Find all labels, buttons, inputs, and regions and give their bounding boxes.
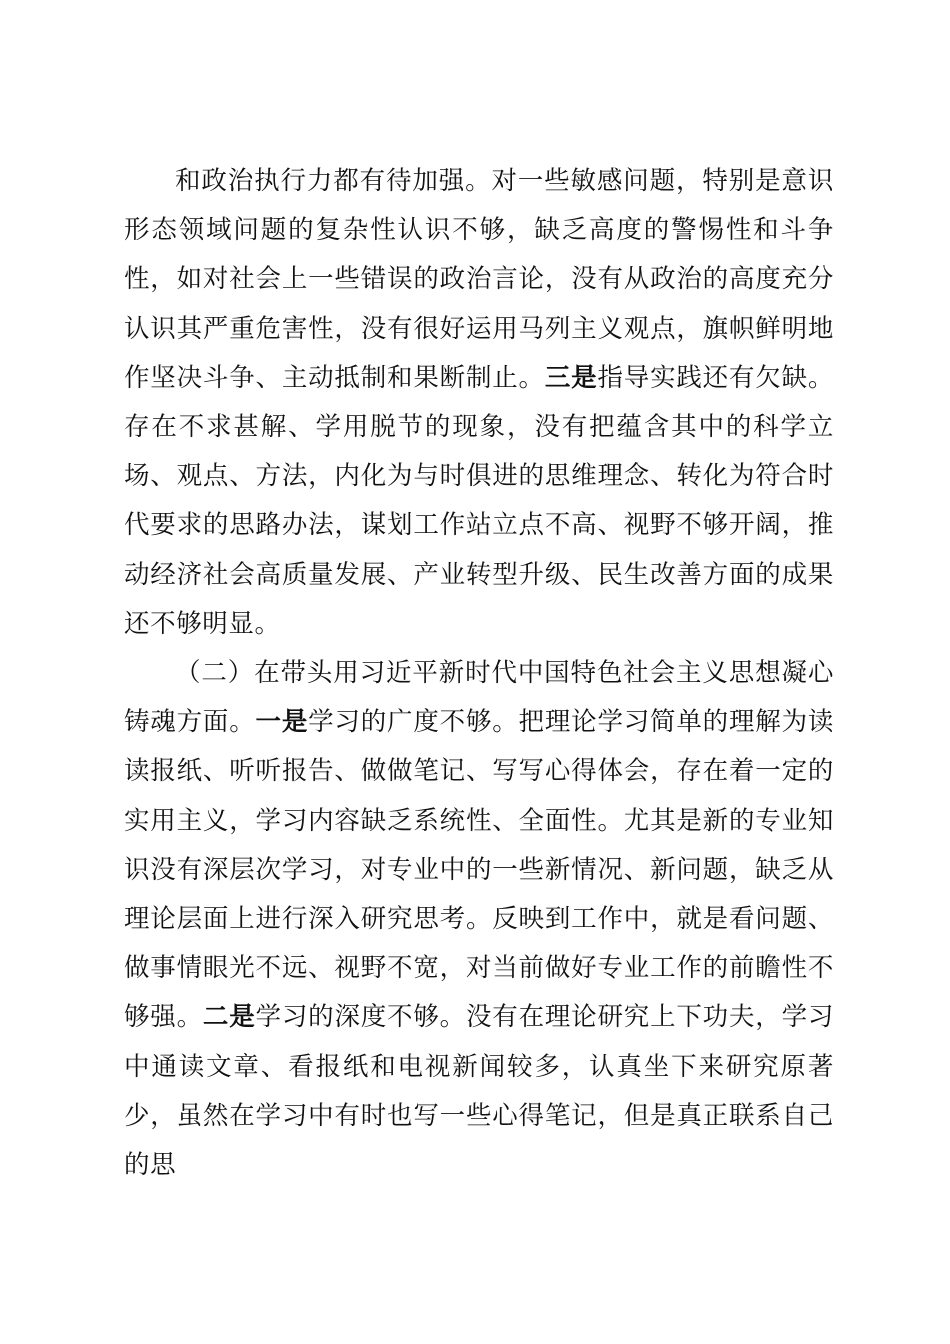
paragraph-continuation [124,157,834,649]
emphasis-label: 一是 [255,707,309,738]
section-paragraph [124,649,834,1190]
paragraph-text: 学习的深度不够。没有在理论研究上下功夫，学习中通读文章、看报纸和电视新闻较多，认真坐下来研究原著少，虽然在学习中有时也写一些心得笔记，但是真正联系自己的思 [124,1002,834,1181]
paragraph-text: 和政治执行力都有待加强。对一些敏感问题，特别是意识形态领域问题的复杂性认识不够，缺乏高度的警惕性和斗争性，如对社会上一些错误的政治言论，没有从政治的高度充分认识其严重危害性，没有很好运用马列主义观点，旗帜鲜明地作坚决斗争、主动抵制和果断制止。 [124,166,834,393]
section-heading: （二）在带头用习近平新时代中国特色社会主义思想凝心铸魂方面。 [124,658,834,738]
paragraph-text: 学习的广度不够。把理论学习简单的理解为读读报纸、听听报告、做做笔记、写写心得体会，存在着一定的实用主义，学习内容缺乏系统性、全面性。尤其是新的专业知识没有深层次学习，对专业中的一些新情况、新问题，缺乏从理论层面上进行深入研究思考。反映到工作中，就是看问题、做事情眼光不远、视野不宽，对当前做好专业工作的前瞻性不够强。 [124,707,834,1033]
document-body [124,157,834,1190]
emphasis-label: 三是 [544,362,598,393]
emphasis-label: 二是 [202,1002,256,1033]
paragraph-text: 指导实践还有欠缺。存在不求甚解、学用脱节的现象，没有把蕴含其中的科学立场、观点、方法，内化为与时俱进的思维理念、转化为符合时代要求的思路办法，谋划工作站立点不高、视野不够开阔，推动经济社会高质量发展、产业转型升级、民生改善方面的成果还不够明显。 [124,362,834,639]
